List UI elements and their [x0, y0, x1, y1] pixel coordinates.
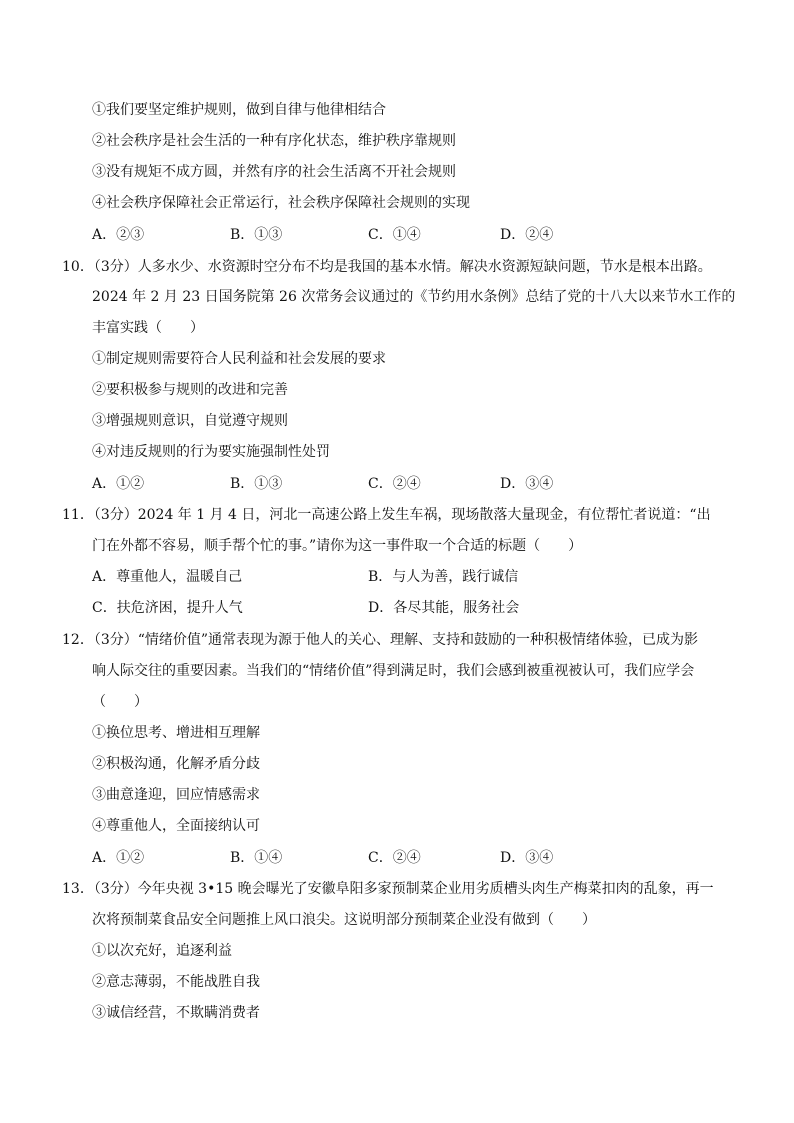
q10-stem-line-3: 丰富实践（ ） — [92, 320, 204, 336]
q12-statement-4: ④尊重他人，全面接纳认可 — [92, 818, 260, 834]
q9-statement-1: ①我们要坚定维护规则，做到自律与他律相结合 — [92, 102, 386, 118]
q12-stem-line-2: 响人际交往的重要因素。当我们的“情绪价值”得到满足时，我们会感到被重视被认可，我们应学会 — [92, 663, 695, 679]
q11-option-d: D．各尽其能，服务社会 — [368, 600, 520, 616]
q12-statement-2: ②积极沟通，化解矛盾分歧 — [92, 756, 260, 772]
q11-stem-line-1: 11．（3分）2024 年 1 月 4 日，河北一高速公路上发生车祸，现场散落大量现金，有位帮忙者说道：“出 — [62, 507, 711, 523]
q9-option-c: C．①④ — [368, 227, 421, 243]
q10-option-a: A．①② — [92, 476, 145, 492]
q13-stem-line-1: 13．（3分）今年央视 3•15 晚会曝光了安徽阜阳多家预制菜企业用劣质槽头肉生产梅菜扣肉的乱象，再一 — [62, 881, 714, 897]
q10-stem-line-2: 2024 年 2 月 23 日国务院第 26 次常务会议通过的《节约用水条例》总结了党的十八大以来节水工作的 — [92, 289, 736, 305]
q12-stem-line-1: 12．（3分）“情绪价值”通常表现为源于他人的关心、理解、支持和鼓励的一种积极情绪体验，已成为影 — [62, 632, 699, 648]
q10-statement-3: ③增强规则意识，自觉遵守规则 — [92, 413, 288, 429]
q10-statement-2: ②要积极参与规则的改进和完善 — [92, 382, 288, 398]
q12-option-b: B．①④ — [230, 850, 283, 866]
q12-option-c: C．②④ — [368, 850, 421, 866]
q13-statement-3: ③诚信经营，不欺瞒消费者 — [92, 1005, 260, 1021]
q9-statement-2: ②社会秩序是社会生活的一种有序化状态，维护秩序靠规则 — [92, 133, 456, 149]
q9-option-d: D．②④ — [500, 227, 554, 243]
q12-stem-line-3: （ ） — [92, 694, 148, 710]
q12-option-d: D．③④ — [500, 850, 554, 866]
q10-option-b: B．①③ — [230, 476, 283, 492]
q13-statement-2: ②意志薄弱，不能战胜自我 — [92, 974, 260, 990]
q13-stem-line-2: 次将预制菜食品安全问题推上风口浪尖。这说明部分预制菜企业没有做到（ ） — [92, 912, 596, 928]
q9-statement-3: ③没有规矩不成方圆，并然有序的社会生活离不开社会规则 — [92, 164, 456, 180]
q12-statement-1: ①换位思考、增进相互理解 — [92, 725, 260, 741]
q10-option-c: C．②④ — [368, 476, 421, 492]
q11-stem-line-2: 门在外都不容易，顺手帮个忙的事。”请你为这一事件取一个合适的标题（ ） — [92, 538, 583, 554]
q12-statement-3: ③曲意逢迎，回应情感需求 — [92, 787, 260, 803]
q11-option-b: B．与人为善，践行诚信 — [368, 569, 519, 585]
q12-option-a: A．①② — [92, 850, 145, 866]
q13-statement-1: ①以次充好，追逐利益 — [92, 943, 232, 959]
q10-stem-line-1: 10．（3分）人多水少、水资源时空分布不均是我国的基本水情。解决水资源短缺问题，节水是根本出路。 — [62, 259, 712, 275]
q9-option-b: B．①③ — [230, 227, 283, 243]
q10-option-d: D．③④ — [500, 476, 554, 492]
q10-statement-1: ①制定规则需要符合人民利益和社会发展的要求 — [92, 351, 386, 367]
q9-option-a: A．②③ — [92, 227, 145, 243]
q11-option-c: C．扶危济困，提升人气 — [92, 600, 243, 616]
q11-option-a: A．尊重他人，温暖自己 — [92, 569, 243, 585]
q9-statement-4: ④社会秩序保障社会正常运行，社会秩序保障社会规则的实现 — [92, 195, 470, 211]
q10-statement-4: ④对违反规则的行为要实施强制性处罚 — [92, 444, 330, 460]
